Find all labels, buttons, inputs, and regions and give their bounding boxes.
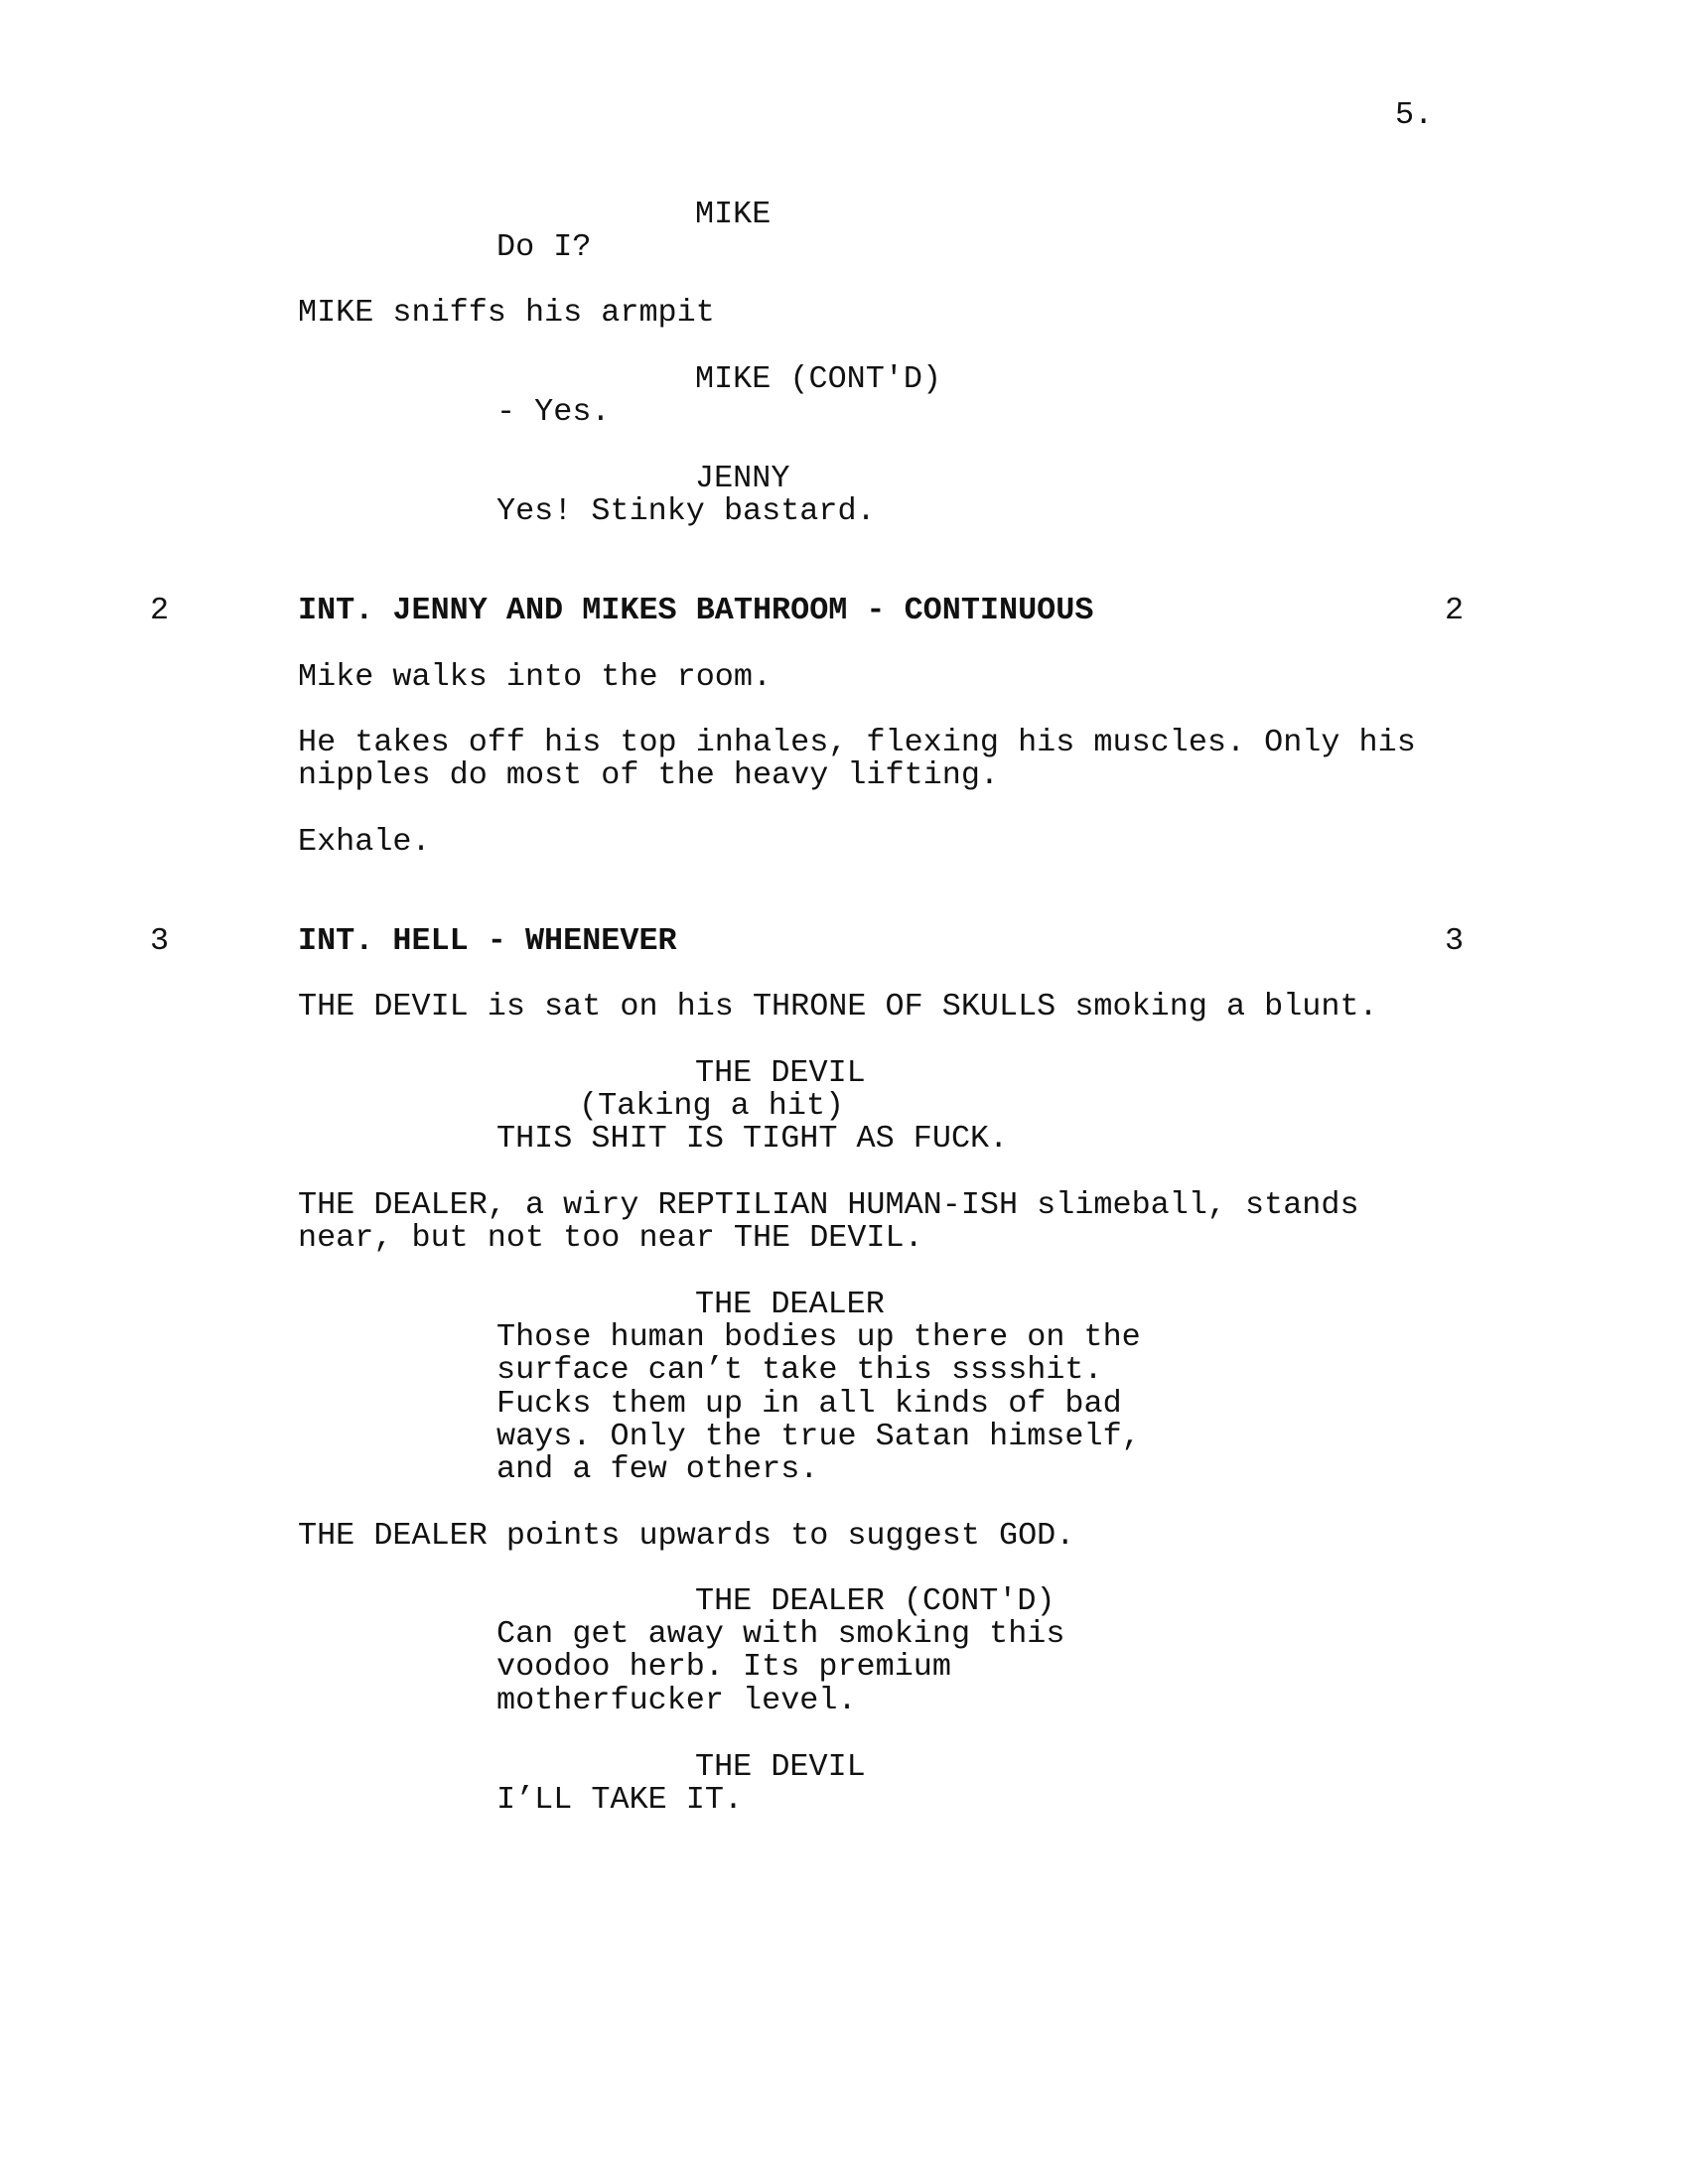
dialogue: Those human bodies up there on the surface can’t take this sssshit. Fucks them up in all kinds of bad ways. Only the true Satan himself, and a few others. [496, 1319, 1160, 1488]
character-cue: MIKE (CONT'D) [695, 361, 942, 397]
parenthetical: (Taking a hit) [579, 1088, 845, 1124]
character-cue: JENNY [695, 461, 790, 496]
character-cue: THE DEVIL [695, 1749, 866, 1785]
scene-number-left: 3 [150, 923, 170, 959]
character-cue: THE DEALER (CONT'D) [695, 1583, 1055, 1619]
character-cue: THE DEVIL [695, 1055, 866, 1091]
action-line: MIKE sniffs his armpit [298, 295, 715, 331]
scene-number-left: 2 [150, 593, 170, 628]
dialogue: I’LL TAKE IT. [496, 1782, 744, 1818]
character-cue: MIKE [695, 197, 772, 232]
action-line: Exhale. [298, 824, 431, 860]
scene-heading: INT. HELL - WHENEVER [298, 923, 677, 959]
dialogue: Yes! Stinky bastard. [496, 493, 876, 529]
scene-heading: INT. JENNY AND MIKES BATHROOM - CONTINUOUS [298, 593, 1094, 628]
scene-number-right: 2 [1445, 593, 1465, 628]
action-line: THE DEVIL is sat on his THRONE OF SKULLS smoking a blunt. [298, 989, 1378, 1024]
dialogue: Can get away with smoking this voodoo herb. Its premium motherfucker level. [496, 1616, 1084, 1718]
page-number: 5. [1395, 97, 1434, 133]
action-line: Mike walks into the room. [298, 659, 773, 695]
dialogue: Do I? [496, 229, 592, 265]
action-line: He takes off his top inhales, flexing his muscles. Only his nipples do most of the heavy lifting. [298, 725, 1435, 794]
action-line: THE DEALER, a wiry REPTILIAN HUMAN-ISH slimeball, stands near, but not too near THE DEVIL. [298, 1187, 1378, 1257]
action-line: THE DEALER points upwards to suggest GOD. [298, 1518, 1075, 1554]
scene-number-right: 3 [1445, 923, 1465, 959]
dialogue: - Yes. [496, 394, 611, 430]
character-cue: THE DEALER [695, 1287, 885, 1322]
dialogue: THIS SHIT IS TIGHT AS FUCK. [496, 1121, 1009, 1157]
